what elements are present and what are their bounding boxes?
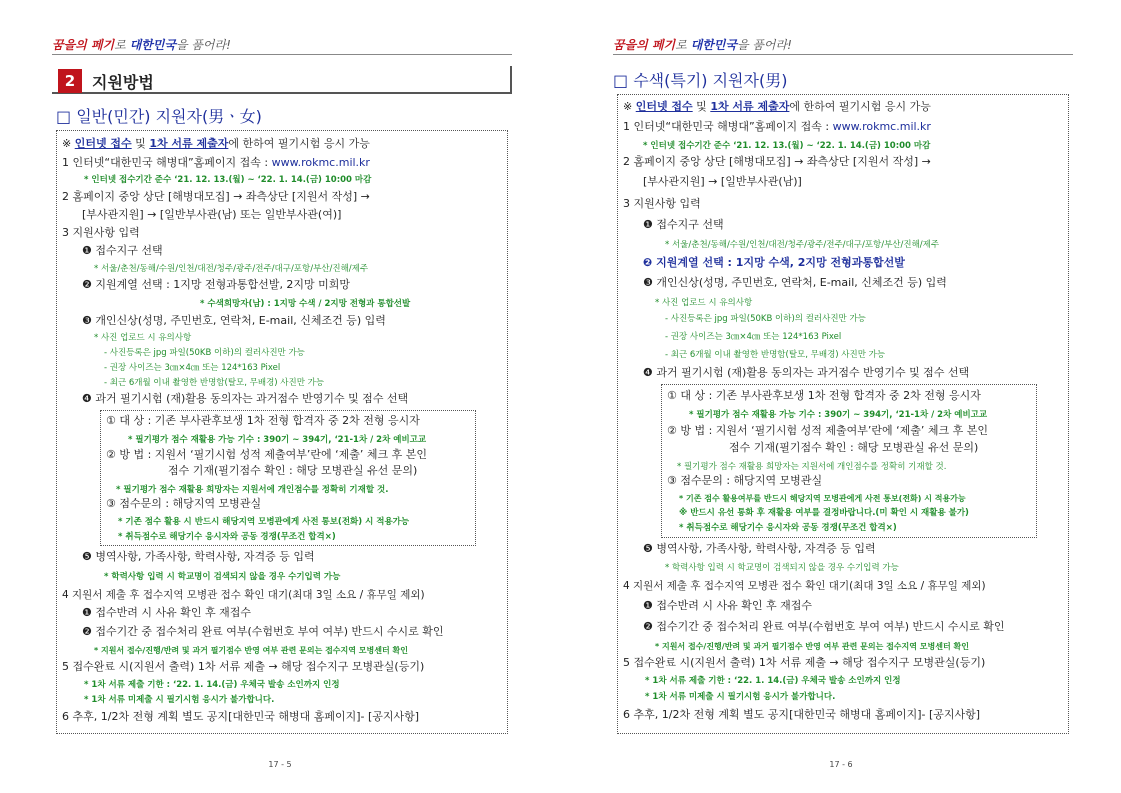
step-2b: [부사관지원] → [일반부사관(남)] (643, 175, 802, 188)
step-5-note-1: * 1차 서류 제출 기한 : ‘22. 1. 14.(금) 우체국 발송 소인까지 인정 (84, 680, 340, 690)
score-target-note: * 필기평가 점수 재활용 가능 기수 : 390기 ~ 394기, ‘21-1차 / 2차 예비고교 (689, 410, 988, 420)
header-divider (613, 54, 1073, 55)
score-inquiry-note-2: * 취득점수로 해당기수 응시자와 공동 경쟁(무조건 합격×) (118, 532, 336, 542)
section-title: 지원방법 (92, 73, 154, 92)
page-header: 꿈을의 페기로 대한민국을 품어라! (52, 38, 231, 52)
score-inquiry-note-3: * 취득점수로 해당기수 응시자와 공동 경쟁(무조건 합격×) (679, 523, 897, 533)
step-5-note-2: * 1차 서류 미제출 시 필기시험 응시가 불가합니다. (645, 692, 836, 702)
step-4-2-note: * 지원서 접수/진행/반려 및 과거 필기점수 반영 여부 관련 문의는 접수지역 모병센터 확인 (94, 646, 408, 655)
photo-note-1: - 사진등록은 jpg 파일(50KB 이하)의 컬러사진만 가능 (104, 348, 305, 358)
step-3-2: ❷ 지원계열 선택 : 1지망 수색, 2지망 전형과통합선발 (643, 256, 905, 269)
step-3: 3 지원사항 입력 (623, 197, 701, 210)
step-3-1-note: * 서울/춘천/동해/수원/인천/대전/청주/광주/전주/대구/포항/부산/진해/제주 (94, 264, 369, 274)
step-3-1: ❶ 접수지구 선택 (82, 244, 163, 257)
step-3-5-note: * 학력사항 입력 시 학교명이 검색되지 않을 경우 수기입력 가능 (665, 563, 899, 573)
score-inquiry-note-2: ※ 반드시 유선 통화 후 재활용 여부를 결정바랍니다.(미 확인 시 재활용 불가) (679, 508, 969, 518)
step-3-1: ❶ 접수지구 선택 (643, 218, 724, 231)
step-3-4: ❹ 과거 필기시험 (재)활용 동의자는 과거점수 반영기수 및 점수 선택 (643, 366, 970, 379)
photo-note-2: - 권장 사이즈는 3㎝×4㎝ 또는 124*163 Pixel (665, 332, 842, 342)
step-3-4: ❹ 과거 필기시험 (재)활용 동의자는 과거점수 반영기수 및 점수 선택 (82, 392, 409, 405)
step-5: 5 접수완료 시(지원서 출력) 1차 서류 제출 → 해당 접수지구 모병관실(등기) (623, 656, 986, 669)
score-method-b: 점수 기재(필기점수 확인 : 해당 모병관실 유선 문의) (729, 441, 979, 454)
step-4-2: ❷ 접수기간 중 접수처리 완료 여부(수험번호 부여 여부) 반드시 수시로 확인 (82, 625, 444, 638)
photo-note-3: - 최근 6개월 이내 촬영한 반명함(탈모, 무배경) 사진만 가능 (665, 350, 886, 360)
step-4-2-note: * 지원서 접수/진행/반려 및 과거 필기점수 반영 여부 관련 문의는 접수지역 모병센터 확인 (655, 642, 969, 651)
score-method: ② 방 법 : 지원서 ‘필기시험 성적 제출여부’란에 ‘제출’ 체크 후 본인 (667, 424, 989, 437)
photo-note-title: * 사진 업로드 시 유의사항 (655, 298, 753, 308)
header-divider (52, 54, 512, 55)
step-4: 4 지원서 제출 후 접수지역 모병관 접수 확인 대기(최대 3일 소요 / 휴무일 제외) (62, 589, 425, 601)
step-4-1: ❶ 접수반려 시 사유 확인 후 재접수 (643, 599, 812, 612)
score-target: ① 대 상 : 기존 부사관후보생 1차 전형 합격자 중 2차 전형 응시자 (667, 389, 981, 402)
step-1-note: * 인터넷 접수기간 준수 ‘21. 12. 13.(월) ~ ‘22. 1. 14.(금) 10:00 마감 (643, 141, 931, 151)
step-5-note-1: * 1차 서류 제출 기한 : ‘22. 1. 14.(금) 우체국 발송 소인까지 인정 (645, 676, 901, 686)
step-6: 6 추후, 1/2차 전형 계획 별도 공지[대한민국 해병대 홈페이지]- [공지사항] (623, 708, 981, 721)
right-page (561, 0, 1121, 793)
step-6: 6 추후, 1/2차 전형 계획 별도 공지[대한민국 해병대 홈페이지]- [공지사항] (62, 710, 420, 723)
score-method-b: 점수 기재(필기점수 확인 : 해당 모병관실 유선 문의) (168, 464, 418, 477)
step-2a: 2 홈페이지 중앙 상단 [해병대모집] → 좌측상단 [지원서 작성] → (623, 155, 931, 168)
left-page (0, 0, 560, 793)
page-number: 17 - 5 (268, 760, 292, 769)
step-3-3: ❸ 개인신상(성명, 주민번호, 연락처, E-mail, 신체조건 등) 입력 (643, 276, 947, 289)
score-method-note: * 필기평가 점수 재활용 희망자는 지원서에 개인점수를 정확히 기재할 것. (116, 485, 389, 495)
section-heading (52, 66, 512, 96)
score-inquiry: ③ 점수문의 : 해당지역 모병관실 (667, 474, 823, 487)
step-4-1: ❶ 접수반려 시 사유 확인 후 재접수 (82, 606, 251, 619)
intro-line: ※ 인터넷 접수 및 1차 서류 제출자에 한하여 필기시험 응시 가능 (62, 137, 370, 150)
photo-note-title: * 사진 업로드 시 유의사항 (94, 333, 192, 343)
photo-note-3: - 최근 6개월 이내 촬영한 반명함(탈모, 무배경) 사진만 가능 (104, 378, 325, 388)
step-3-5: ❺ 병역사항, 가족사항, 학력사항, 자격증 등 입력 (82, 550, 315, 563)
step-2b: [부사관지원] → [일반부사관(남) 또는 일반부사관(여)] (82, 208, 342, 221)
page-header: 꿈을의 페기로 대한민국을 품어라! (613, 38, 792, 52)
step-3: 3 지원사항 입력 (62, 226, 140, 239)
score-inquiry-note-1: * 기존 점수 활용여부를 반드시 해당지역 모병관에게 사전 통보(전화) 시 적용가능 (679, 494, 966, 503)
website-link[interactable]: www.rokmc.mil.kr (832, 120, 931, 133)
subtitle: □ 수색(특기) 지원자(男) (613, 71, 788, 90)
score-target: ① 대 상 : 기존 부사관후보생 1차 전형 합격자 중 2차 전형 응시자 (106, 414, 420, 427)
step-3-1-note: * 서울/춘천/동해/수원/인천/대전/청주/광주/전주/대구/포항/부산/진해/제주 (665, 240, 940, 250)
step-3-3: ❸ 개인신상(성명, 주민번호, 연락처, E-mail, 신체조건 등) 입력 (82, 314, 386, 327)
step-1: 1 인터넷“대한민국 해병대”홈페이지 접속 : www.rokmc.mil.kr (62, 156, 370, 169)
subtitle: □ 일반(민간) 지원자(男ㆍ女) (56, 107, 262, 126)
website-link[interactable]: www.rokmc.mil.kr (271, 156, 370, 169)
score-inquiry-note-1: * 기존 점수 활용 시 반드시 해당지역 모병관에게 사전 통보(전화) 시 적용가능 (118, 517, 410, 527)
section-number: 2 (58, 69, 82, 93)
step-3-5: ❺ 병역사항, 가족사항, 학력사항, 자격증 등 입력 (643, 542, 876, 555)
step-4-2: ❷ 접수기간 중 접수처리 완료 여부(수험번호 부여 여부) 반드시 수시로 확인 (643, 620, 1005, 633)
step-2a: 2 홈페이지 중앙 상단 [해병대모집] → 좌측상단 [지원서 작성] → (62, 190, 370, 203)
photo-note-2: - 권장 사이즈는 3㎝×4㎝ 또는 124*163 Pixel (104, 363, 281, 373)
score-target-note: * 필기평가 점수 재활용 가능 기수 : 390기 ~ 394기, ‘21-1차 / 2차 예비고교 (128, 435, 427, 445)
step-5-note-2: * 1차 서류 미제출 시 필기시험 응시가 불가합니다. (84, 695, 275, 705)
step-5: 5 접수완료 시(지원서 출력) 1차 서류 제출 → 해당 접수지구 모병관실(등기) (62, 660, 425, 673)
page-number: 17 - 6 (829, 760, 853, 769)
step-4: 4 지원서 제출 후 접수지역 모병관 접수 확인 대기(최대 3일 소요 / 휴무일 제외) (623, 580, 986, 592)
step-1-note: * 인터넷 접수기간 준수 ‘21. 12. 13.(월) ~ ‘22. 1. 14.(금) 10:00 마감 (84, 175, 372, 185)
step-1: 1 인터넷“대한민국 해병대”홈페이지 접속 : www.rokmc.mil.kr (623, 120, 931, 133)
score-inquiry: ③ 점수문의 : 해당지역 모병관실 (106, 497, 262, 510)
step-3-2: ❷ 지원계열 선택 : 1지망 전형과통합선발, 2지망 미희망 (82, 278, 351, 291)
step-3-2-note: * 수색희망자(남) : 1지망 수색 / 2지망 전형과 통합선발 (200, 299, 411, 309)
score-method: ② 방 법 : 지원서 ‘필기시험 성적 제출여부’란에 ‘제출’ 체크 후 본인 (106, 448, 428, 461)
score-method-note: * 필기평가 점수 재활용 희망자는 지원서에 개인점수를 정확히 기재할 것. (677, 462, 947, 472)
intro-line: ※ 인터넷 접수 및 1차 서류 제출자에 한하여 필기시험 응시 가능 (623, 100, 931, 113)
step-3-5-note: * 학력사항 입력 시 학교명이 검색되지 않을 경우 수기입력 가능 (104, 572, 341, 582)
photo-note-1: - 사진등록은 jpg 파일(50KB 이하)의 컬러사진만 가능 (665, 314, 866, 324)
